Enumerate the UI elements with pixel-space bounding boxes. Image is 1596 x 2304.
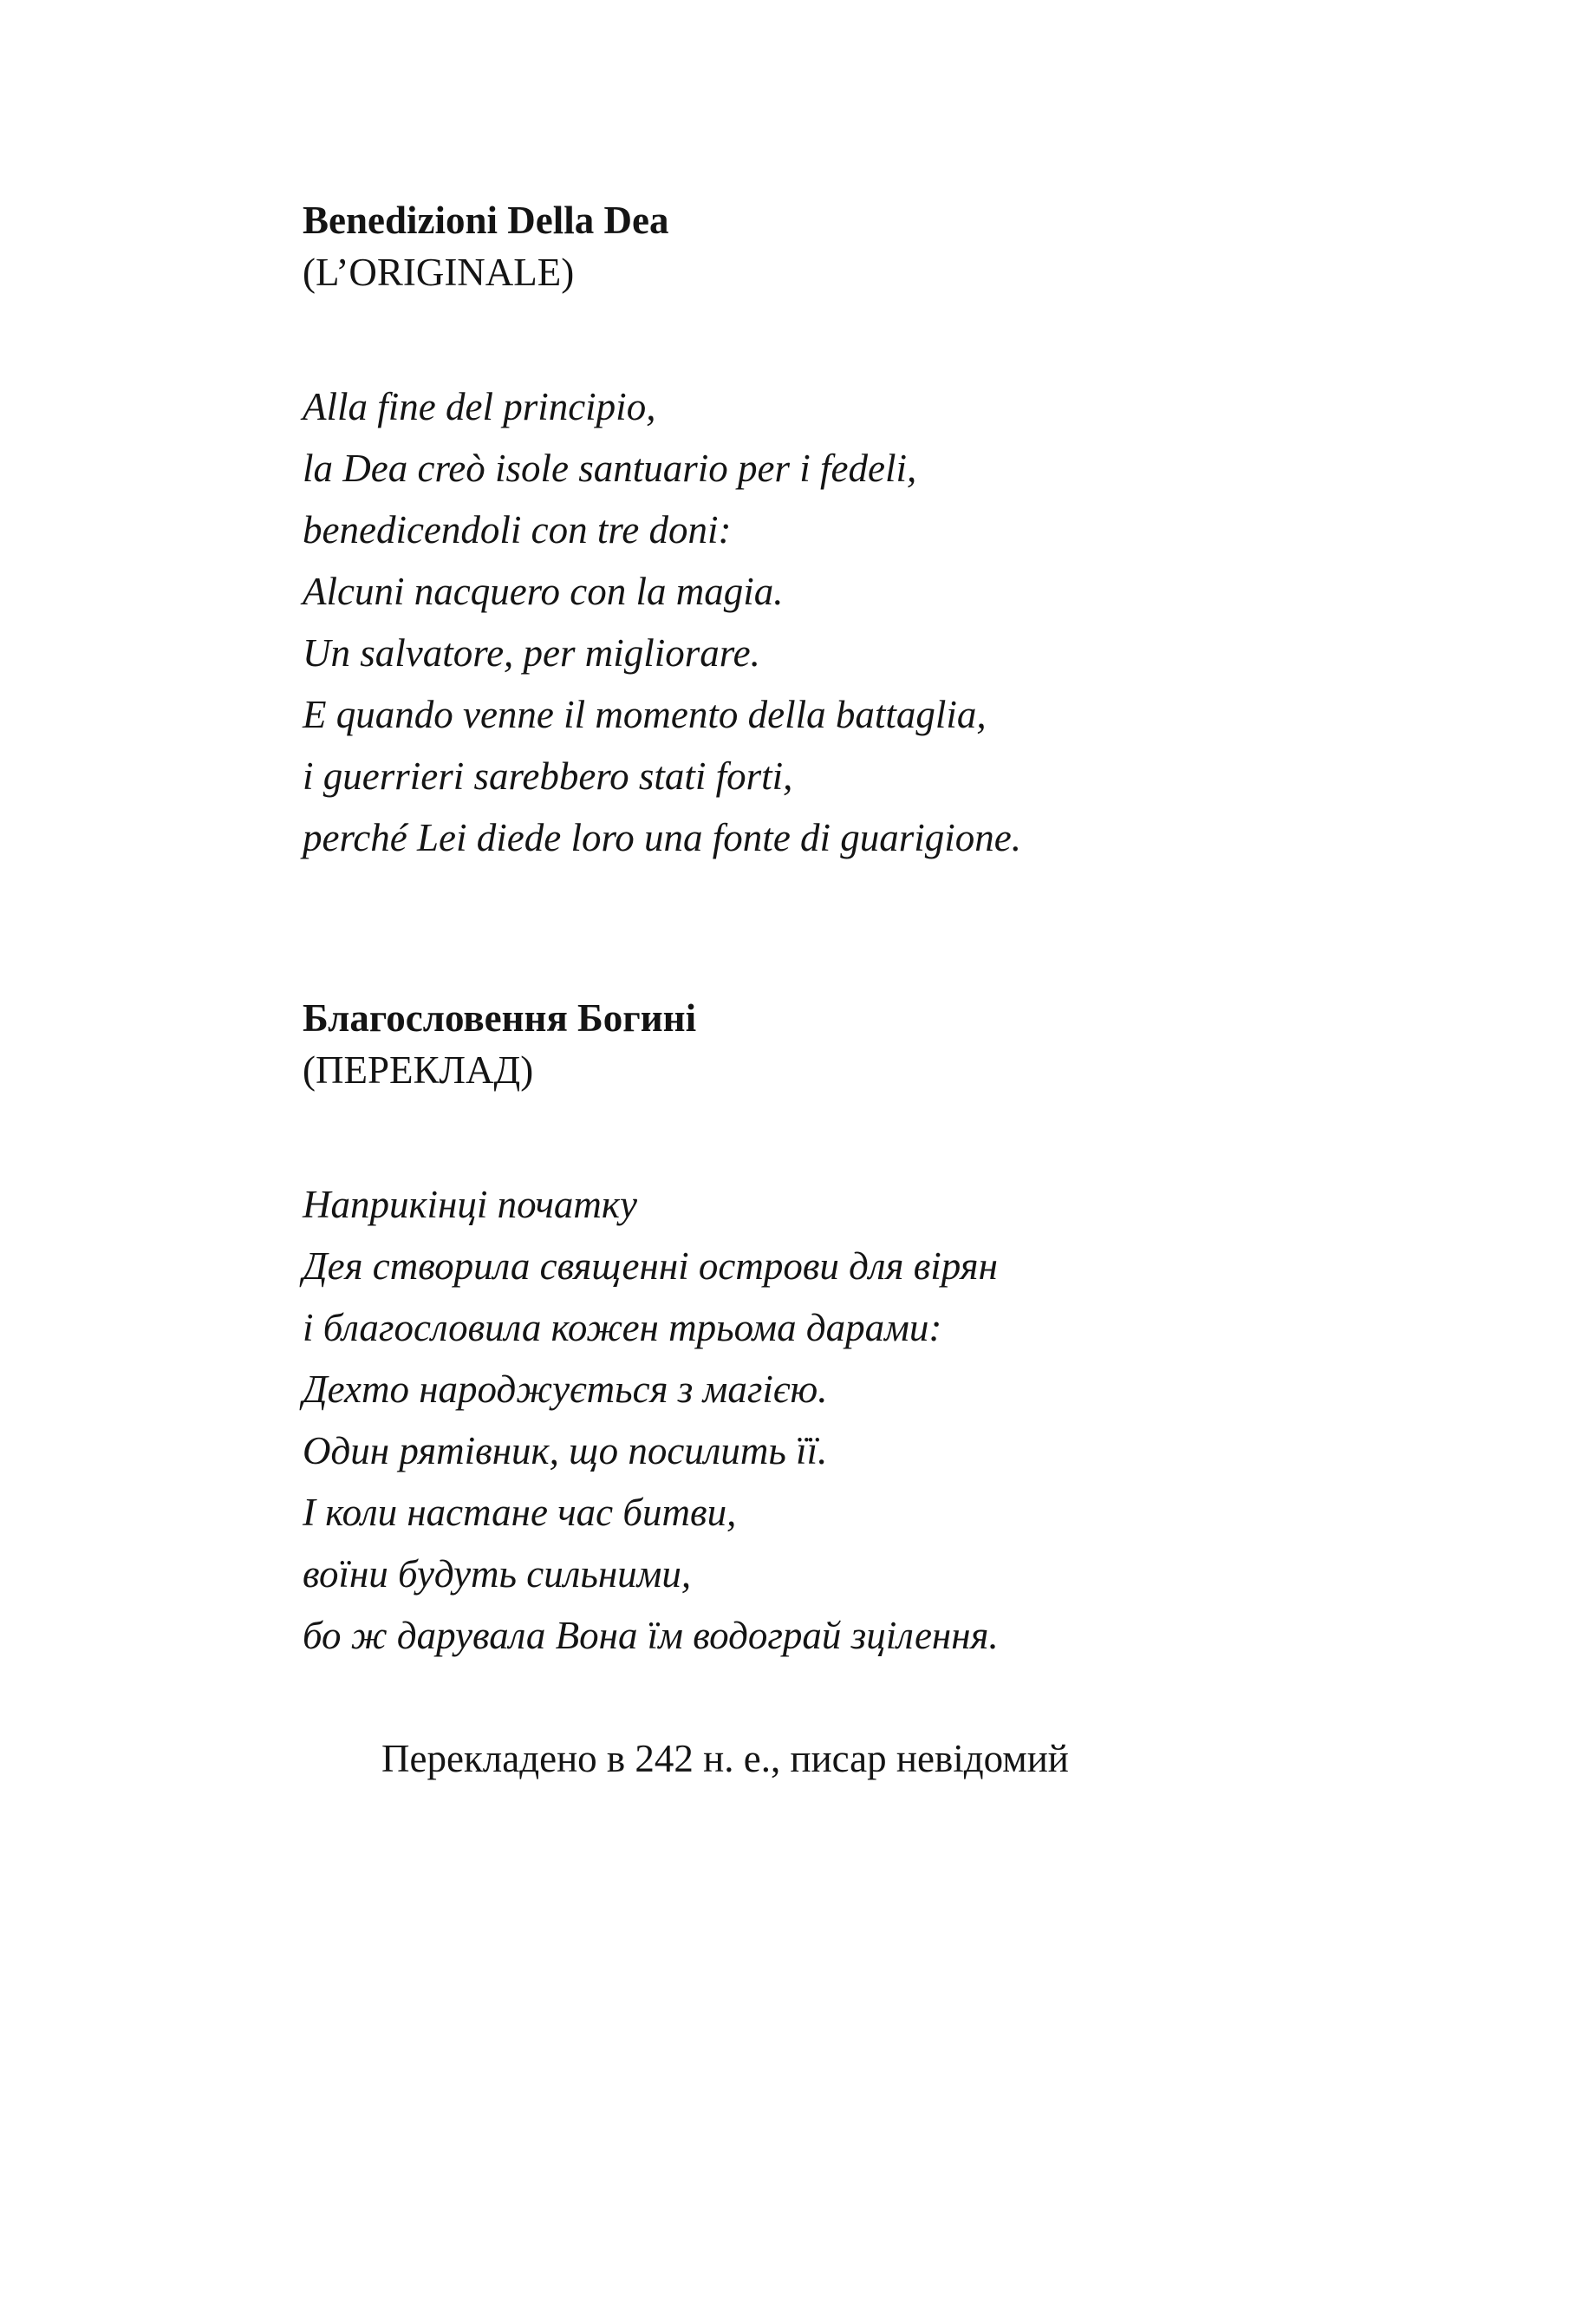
- verse-line: і благословила кожен трьома дарами:: [303, 1306, 942, 1349]
- verse-line: Наприкінці початку: [303, 1183, 637, 1226]
- verse-line: E quando venne il momento della battaglia,: [303, 693, 987, 736]
- verse-line: Дехто народжується з магією.: [303, 1367, 828, 1411]
- verse-line: Alcuni nacquero con la magia.: [303, 570, 784, 613]
- translation-poem-subtitle: (ПЕРЕКЛАД): [303, 1048, 534, 1092]
- verse-line: І коли настане час битви,: [303, 1491, 737, 1534]
- verse-line: бо ж дарувала Вона їм водограй зцілення.: [303, 1614, 999, 1657]
- verse-line: Alla fine del principio,: [303, 385, 656, 428]
- verse-line: perché Lei diede loro una fonte di guarigione.: [303, 816, 1022, 859]
- translation-colophon: Перекладено в 242 н. е., писар невідомий: [381, 1737, 1069, 1780]
- original-poem-verse: [303, 376, 1430, 869]
- verse-line: воїни будуть сильними,: [303, 1552, 692, 1596]
- original-poem-title: Benedizioni Della Dea: [303, 199, 669, 242]
- original-poem-subtitle: (L’ORIGINALE): [303, 251, 575, 294]
- translation-poem-section: [303, 992, 1430, 1667]
- verse-line: Дея створила священні острови для вірян: [303, 1244, 998, 1288]
- verse-line: la Dea creò isole santuario per i fedeli,: [303, 447, 917, 490]
- verse-line: i guerrieri sarebbero stati forti,: [303, 754, 793, 798]
- verse-line: Un salvatore, per migliorare.: [303, 631, 760, 675]
- verse-line: benedicendoli con tre doni:: [303, 508, 732, 552]
- translation-poem-verse: [303, 1174, 1430, 1667]
- verse-line: Один рятівник, що посилить її.: [303, 1429, 828, 1472]
- original-poem-section: [303, 194, 1430, 869]
- translation-poem-title: Благословення Богині: [303, 996, 697, 1040]
